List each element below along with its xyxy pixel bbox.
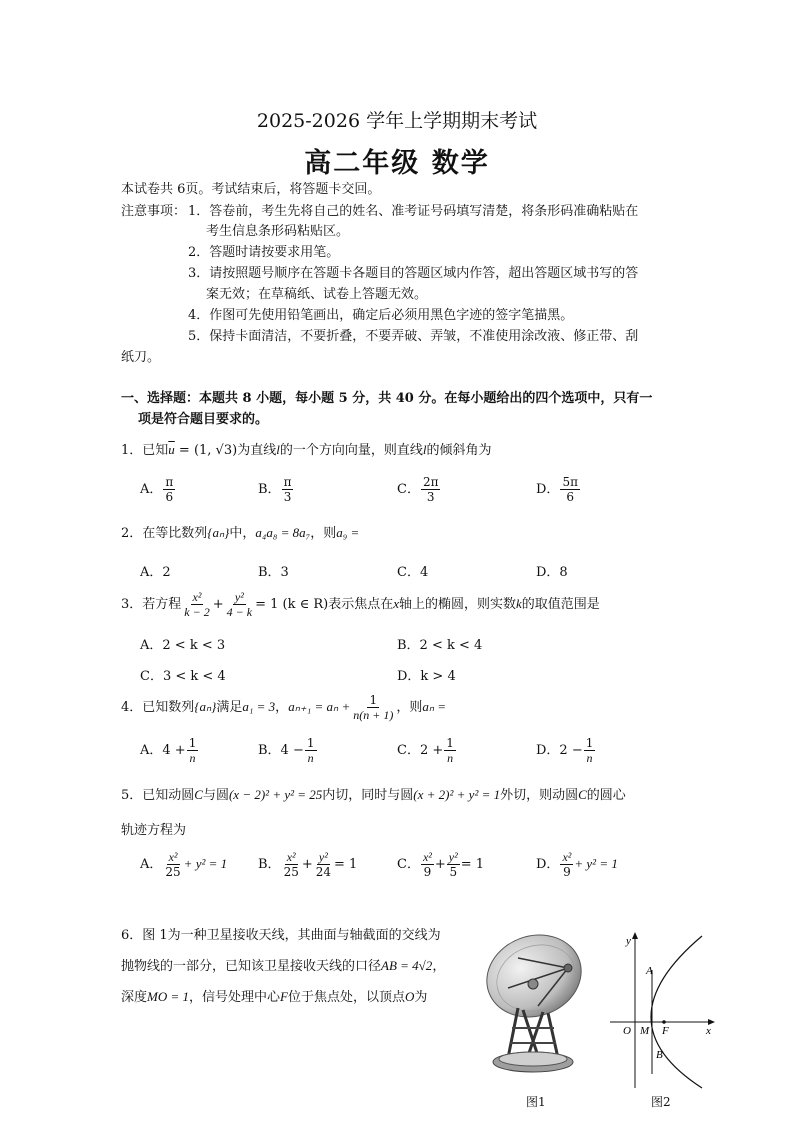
- q5-option-c: C． $\frac{\text{x²}}{9}$ + $\frac{\text{y²}}{5}$ = 1: [397, 850, 485, 879]
- q5-option-a: A． $\frac{\text{x²}}{25}$ + y² = 1: [140, 850, 228, 879]
- figure-1-caption: 图1: [526, 1095, 546, 1109]
- label-m: M: [640, 1025, 650, 1037]
- parabola-curve: [651, 936, 702, 1088]
- q4-option-b: B．4 − $\frac{1}{n}$: [258, 736, 315, 765]
- question-6-line3: 深度MO = 1，信号处理中心F位于焦点处，以顶点O为: [121, 989, 428, 1005]
- q2-option-c: C．4: [397, 565, 429, 580]
- intro-text: 本试卷共 6页。考试结束后，将答题卡交回。: [121, 182, 381, 197]
- q2-option-d: D．8: [536, 565, 568, 580]
- label-o: O: [623, 1025, 631, 1037]
- question-5-cont: 轨迹方程为: [121, 823, 187, 838]
- q3-option-c: C．3 < k < 4: [140, 669, 226, 684]
- question-6-line2: 抛物线的一部分，已知该卫星接收天线的口径AB = 4√2，: [121, 958, 446, 974]
- satellite-dish-image: [478, 928, 592, 1084]
- note-1: 1．答卷前，考生先将自己的姓名、准考证号码填写清楚，将条形码准确粘贴在: [188, 204, 639, 219]
- label-y: y: [626, 935, 631, 947]
- note-3-cont: 案无效；在草稿纸、试卷上答题无效。: [206, 287, 428, 302]
- note-4: 4．作图可先使用铅笔画出，确定后必须用黑色字迹的签字笔描黑。: [188, 308, 574, 323]
- note-3: 3．请按照题号顺序在答题卡各题目的答题区域内作答，超出答题区域书写的答: [188, 266, 639, 281]
- exam-title: 2025-2026 学年上学期期末考试: [256, 110, 538, 132]
- q4-option-a: A．4 + $\frac{1}{n}$: [140, 736, 197, 765]
- note-2: 2．答题时请按要求用笔。: [188, 245, 340, 260]
- q4-option-c: C．2 + $\frac{1}{n}$: [397, 736, 454, 765]
- q3-option-a: A．2 < k < 3: [140, 638, 226, 653]
- section-heading-cont: 项是符合题目要求的。: [138, 412, 269, 427]
- notes-label: 注意事项：: [121, 204, 187, 219]
- question-2: 2．在等比数列{aₙ}中，a₄a₈ = 8a₇，则a₉ =: [121, 525, 360, 541]
- q2-option-b: B．3: [258, 565, 289, 580]
- question-1: 1．已知$\overline{u} = (1$, √3)为直线l的一个方向向量，则直线l的倾斜角为: [121, 442, 492, 458]
- figure-2-caption: 图2: [651, 1095, 671, 1109]
- q1-option-d: D． $\frac{5\pi}{6}$: [536, 475, 578, 504]
- focus-point: [662, 1020, 666, 1024]
- note-5-cont: 纸刀。: [121, 350, 161, 365]
- q3-option-d: D．k > 4: [397, 669, 456, 684]
- question-6: 6．图 1为一种卫星接收天线，其曲面与轴截面的交线为: [121, 928, 441, 943]
- question-5: 5．已知动圆C与圆(x − 2)² + y² = 25内切，同时与圆(x + 2)² + y² = 1外切，则动圆C的圆心: [121, 787, 626, 803]
- parabola-diagram: [600, 928, 718, 1090]
- q5-option-b: B． $\frac{\text{x²}}{25}$ + $\frac{\text{y²}}{24}$ = 1: [258, 850, 358, 879]
- section-heading: 一、选择题：本题共 8 小题，每小题 5 分，共 40 分。在每小题给出的四个选项中，只有一: [121, 391, 653, 406]
- label-f: F: [662, 1025, 669, 1037]
- question-4: 4．已知数列{aₙ}满足a₁ = 3，aₙ₊₁ = aₙ + $\frac{1}{n(n + 1)}$ ，则aₙ =: [121, 693, 447, 722]
- label-x: x: [706, 1025, 711, 1037]
- q1-option-a: A． $\frac{\pi}{6}$: [140, 475, 174, 504]
- note-1-cont: 考生信息条形码粘贴区。: [206, 224, 350, 239]
- q3-option-b: B．2 < k < 4: [397, 638, 483, 653]
- q5-option-d: D． $\frac{\text{x²}}{9}$ + y² = 1: [536, 850, 618, 879]
- question-3: 3．若方程 $\frac{\text{x²}}{k - 2}$ + $\frac{\text{y²}}{4 - k}$ = 1 (k ∈ R)表示焦点在x轴上的椭圆，则实数k的取值范围是: [121, 590, 600, 619]
- q4-option-d: D．2 − $\frac{1}{n}$: [536, 736, 594, 765]
- note-5: 5．保持卡面清洁，不要折叠，不要弄破、弄皱，不准使用涂改液、修正带、刮: [188, 329, 639, 344]
- q2-option-a: A．2: [140, 565, 171, 580]
- q1-option-b: B． $\frac{\pi}{3}$: [258, 475, 292, 504]
- label-b: B: [656, 1049, 663, 1061]
- y-axis-arrow: [632, 932, 638, 939]
- subject-title: 高二年级 数学: [304, 148, 490, 179]
- vector-u: $\overline{u}$: [168, 442, 175, 457]
- label-a: A: [646, 965, 653, 977]
- q1-option-c: C． $\frac{2\pi}{3}$: [397, 475, 439, 504]
